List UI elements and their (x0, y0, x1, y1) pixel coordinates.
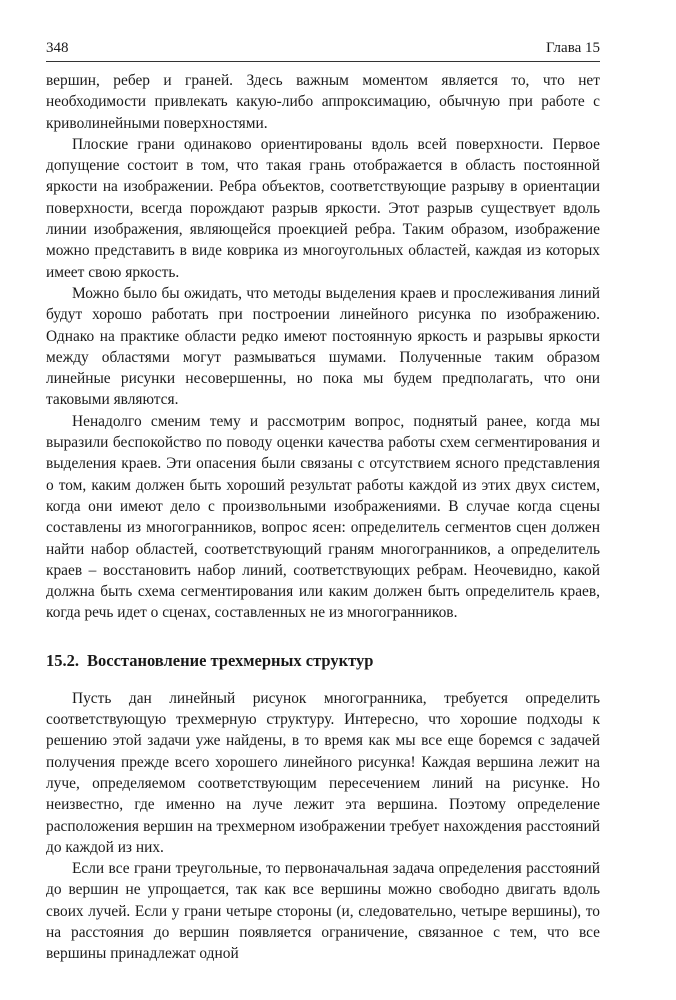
paragraph-4: Ненадолго сменим тему и рассмотрим вопрос, поднятый ранее, когда мы выразили беспокойство по поводу оценки качества работы схем сегментирования и выделения краев. Эти опасения были связаны с отсутствием ясного представления о том, каким должен быть хороший результат работы каждой из этих двух систем, когда они имеют дело с произвольными изображениями. В случае когда сцены составлены из многогранников, вопрос ясен: определитель сегментов сцен должен найти набор областей, соответствующий граням многогранников, а определитель краев – восстановить набор линий, соответствующих ребрам. Неочевидно, какой должна быть схема сегментирования или каким должен быть определитель краев, когда речь идет о сценах, составленных не из многогранников. (46, 412, 600, 622)
running-head (46, 38, 600, 58)
body-text (46, 70, 600, 965)
section-title: Восстановление трехмерных структур (87, 650, 374, 670)
paragraph-3: Можно было бы ожидать, что методы выделения краев и прослеживания линий будут хорошо работать при построении линейного рисунка по изображению. Однако на практике области редко имеют постоянную яркость и разрывы яркости между областями могут размываться шумами. Полученные таким образом линейные рисунки несовершенны, но пока мы будем предполагать, что они таковыми являются. (46, 284, 600, 409)
paragraph-2: Плоские грани одинаково ориентированы вдоль всей поверхности. Первое допущение состоит в том, что такая грань отображается в область постоянной яркости на изображении. Ребра объектов, соответствующие разрыву в ориентации поверхности, всегда порождают разрыв яркости. Этот разрыв существует вдоль линии изображения, являющейся проекцией ребра. Таким образом, изображение можно представить в виде коврика из многоугольных областей, каждая из которых имеет свою яркость. (46, 135, 600, 281)
paragraph-6: Если все грани треугольные, то первоначальная задача определения расстояний до вершин не упрощается, так как все вершины можно свободно двигать вдоль своих лучей. Если у грани четыре стороны (и, следовательно, четыре вершины), то на расстояния до вершин появляется ограничение, связанное с тем, что все вершины принадлежат одной (46, 860, 600, 963)
paragraph-5: Пусть дан линейный рисунок многогранника, требуется определить соответствующую трехмерную структуру. Интересно, что хорошие подходы к решению этой задачи уже найдены, в то время как мы все еще боремся с задачей получения прежде всего хорошего линейного рисунка! Каждая вершина лежит на луче, определяемом соответствующим пересечением линий на рисунке. Но неизвестно, где именно на луче лежит эта вершина. Поэтому определение расположения вершин на трехмерном изображении требует нахождения расстояний до каждой из них. (46, 689, 600, 856)
page-number: 348 (46, 40, 69, 56)
section-number: 15.2. (46, 650, 79, 670)
section-heading (46, 650, 600, 672)
header-rule (46, 61, 600, 62)
chapter-label: Глава 15 (546, 40, 600, 56)
paragraph-1: вершин, ребер и граней. Здесь важным моментом является то, что нет необходимости привлекать какую-либо аппроксимацию, обычную при работе с криволинейными поверхностями. (46, 72, 600, 132)
